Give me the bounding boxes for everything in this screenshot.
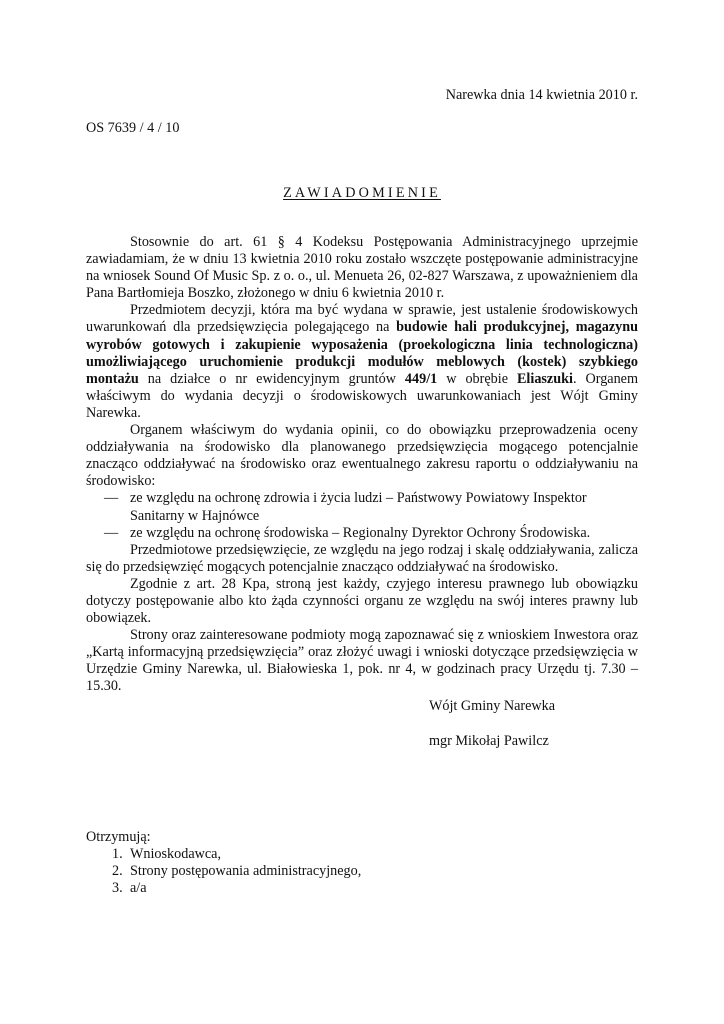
subject-text-2: na działce o nr ewidencyjnym gruntów xyxy=(138,370,405,387)
bullet-item xyxy=(86,490,638,524)
bullet-text: ze względu na ochronę zdrowia i życia ludzi – Państwowy Powiatowy Inspektor Sanitarny w Hajnówce xyxy=(130,490,587,524)
signature-name: mgr Mikołaj Pawilcz xyxy=(429,733,549,749)
signature-office: Wójt Gminy Narewka xyxy=(429,698,556,714)
list-item xyxy=(112,863,361,880)
paragraph-notice: Stosownie do art. 61 § 4 Kodeksu Postępowania Administracyjnego uprzejmie zawiadamiam, że w dniu 13 kwietnia 2010 roku zostało wszczęte postępowanie administracyjne na wniosek Sound Of Music Sp. z o. o., ul. Menueta 26, 02-827 Warszawa, z upoważnieniem dla Pana Bartłomieja Boszko, złożonego w dniu 6 kwietnia 2010 r. xyxy=(86,234,638,302)
date-line: Narewka dnia 14 kwietnia 2010 r. xyxy=(445,87,638,103)
subject-text-3: w obrębie xyxy=(437,370,517,387)
list-item xyxy=(112,880,361,897)
recipients-list xyxy=(112,846,361,897)
bullet-item xyxy=(86,525,638,542)
subject-plot-number: 449/1 xyxy=(404,370,438,387)
reference-number: OS 7639 / 4 / 10 xyxy=(86,120,180,136)
subject-precinct: Eliaszuki xyxy=(516,370,573,387)
list-item xyxy=(112,846,361,863)
dash-mark: — xyxy=(104,490,119,507)
list-text: Strony postępowania administracyjnego, xyxy=(130,863,362,880)
list-text: a/a xyxy=(130,880,147,897)
subject-text-1: Przedmiotem decyzji, która ma być wydana w sprawie, jest ustalenie środowiskowych uwarunkowań dla przedsięwzięcia polegającego na xyxy=(86,302,638,336)
paragraph-subject xyxy=(86,302,638,422)
subject-project: budowie hali produkcyjnej, magazynu wyrobów gotowych i zakupienie wyposażenia (proekologiczna linia technologiczna) umożliwiającego uruchomienie produkcji modułów meblowych (kostek) szybkiego montażu xyxy=(86,319,638,387)
paragraph-opinion: Organem właściwym do wydania opinii, co do obowiązku przeprowadzenia oceny oddziaływania na środowisko dla planowanego przedsięwzięcia mogącego potencjalnie znacząco oddziaływać na środowisko oraz ewentualnego zakresu raportu o oddziaływaniu na środowisko: xyxy=(86,422,638,490)
recipients-label: Otrzymują: xyxy=(86,829,151,845)
bullet-text: ze względu na ochronę środowiska – Regionalny Dyrektor Ochrony Środowiska. xyxy=(130,524,591,541)
dash-mark: — xyxy=(104,524,119,541)
list-number: 3. xyxy=(112,880,123,897)
paragraph-classification: Przedmiotowe przedsięwzięcie, ze względu na jego rodzaj i skalę oddziaływania, zalicza się do przedsięwzięć mogących potencjalnie znacząco oddziaływać na środowisko. xyxy=(86,541,638,575)
subject-text-4: . Organem właściwym do wydania decyzji o środowiskowych uwarunkowaniach jest Wójt Gminy Narewka. xyxy=(86,370,639,421)
document-body xyxy=(86,234,638,696)
paragraph-access: Strony oraz zainteresowane podmioty mogą zapoznawać się z wnioskiem Inwestora oraz „Kartą informacyjną przedsięwzięcia” oraz złożyć uwagi i wnioski dotyczące przedsięwzięcia w Urzędzie Gminy Narewka, ul. Białowieska 1, pok. nr 4, w godzinach pracy Urzędu tj. 7.30 – 15.30. xyxy=(86,627,638,695)
list-text: Wnioskodawca, xyxy=(130,846,222,862)
list-number: 2. xyxy=(112,863,123,880)
paragraph-party: Zgodnie z art. 28 Kpa, stroną jest każdy, czyjego interesu prawnego lub obowiązku dotyczy postępowanie albo kto żąda czynności organu ze względu na swój interes prawny lub obowiązek. xyxy=(86,575,638,627)
document-title: ZAWIADOMIENIE xyxy=(283,185,441,201)
list-number: 1. xyxy=(112,846,123,862)
